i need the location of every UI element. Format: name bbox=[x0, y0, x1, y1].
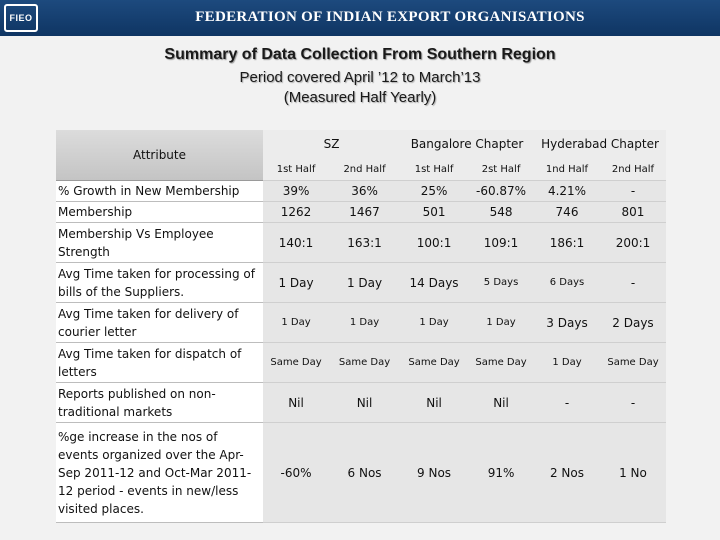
table-row bbox=[56, 423, 666, 523]
cell-value: 186:1 bbox=[534, 223, 600, 263]
cell-value: 109:1 bbox=[468, 223, 534, 263]
cell-value: 801 bbox=[600, 202, 666, 223]
cell-value: -60% bbox=[263, 423, 329, 523]
table-row bbox=[56, 263, 666, 303]
cell-value: 1 Day bbox=[534, 343, 600, 383]
cell-value: 39% bbox=[263, 181, 329, 202]
cell-value: 25% bbox=[400, 181, 468, 202]
cell-value: Same Day bbox=[329, 343, 400, 383]
row-label: Reports published on non-traditional markets bbox=[56, 383, 263, 423]
cell-value: 1 Day bbox=[263, 303, 329, 343]
cell-value: 1 Day bbox=[329, 303, 400, 343]
cell-value: 91% bbox=[468, 423, 534, 523]
cell-value: Nil bbox=[263, 383, 329, 423]
row-label: Avg Time taken for delivery of courier letter bbox=[56, 303, 263, 343]
sub-header: 1nd Half bbox=[534, 158, 600, 181]
table-row bbox=[56, 383, 666, 423]
cell-value: Same Day bbox=[263, 343, 329, 383]
fieo-logo: FIEO bbox=[4, 4, 38, 32]
group-header-sz: SZ bbox=[263, 130, 400, 158]
row-label: % Growth in New Membership bbox=[56, 181, 263, 202]
cell-value: Same Day bbox=[600, 343, 666, 383]
cell-value: Nil bbox=[329, 383, 400, 423]
cell-value: 2 Days bbox=[600, 303, 666, 343]
sub-header: 2nd Half bbox=[600, 158, 666, 181]
header-bar bbox=[0, 0, 720, 36]
cell-value: Nil bbox=[400, 383, 468, 423]
cell-value: 9 Nos bbox=[400, 423, 468, 523]
cell-value: Nil bbox=[468, 383, 534, 423]
cell-value: Same Day bbox=[400, 343, 468, 383]
cell-value: 1262 bbox=[263, 202, 329, 223]
row-label: %ge increase in the nos of events organized over the Apr-Sep 2011-12 and Oct-Mar 2011-12 period - events in new/less visited places. bbox=[56, 423, 263, 523]
cell-value: 6 Days bbox=[534, 263, 600, 303]
slide-title: Summary of Data Collection From Southern Region bbox=[164, 46, 556, 63]
period-subtitle: Period covered April ’12 to March’13 bbox=[239, 69, 481, 86]
table-row bbox=[56, 223, 666, 263]
cell-value: 501 bbox=[400, 202, 468, 223]
table-row bbox=[56, 343, 666, 383]
cell-value: 548 bbox=[468, 202, 534, 223]
cell-value: 6 Nos bbox=[329, 423, 400, 523]
table-row bbox=[56, 181, 666, 202]
group-header-row bbox=[56, 130, 666, 158]
row-label: Membership Vs Employee Strength bbox=[56, 223, 263, 263]
cell-value: 140:1 bbox=[263, 223, 329, 263]
sub-header: 2nd Half bbox=[329, 158, 400, 181]
cell-value: Same Day bbox=[468, 343, 534, 383]
sub-header: 1st Half bbox=[400, 158, 468, 181]
cell-value: - bbox=[600, 181, 666, 202]
cell-value: 746 bbox=[534, 202, 600, 223]
cell-value: 1 Day bbox=[468, 303, 534, 343]
cell-value: 1 Day bbox=[400, 303, 468, 343]
cell-value: 1 Day bbox=[263, 263, 329, 303]
cell-value: 1 No bbox=[600, 423, 666, 523]
cell-value: 163:1 bbox=[329, 223, 400, 263]
cell-value: 1 Day bbox=[329, 263, 400, 303]
group-header-bangalore: Bangalore Chapter bbox=[400, 130, 534, 158]
group-header-hyderabad: Hyderabad Chapter bbox=[534, 130, 666, 158]
cell-value: 200:1 bbox=[600, 223, 666, 263]
measurement-note: (Measured Half Yearly) bbox=[283, 89, 437, 106]
table-row bbox=[56, 202, 666, 223]
sub-header: 2st Half bbox=[468, 158, 534, 181]
cell-value: 14 Days bbox=[400, 263, 468, 303]
cell-value: 100:1 bbox=[400, 223, 468, 263]
cell-value: 36% bbox=[329, 181, 400, 202]
row-label: Avg Time taken for processing of bills of the Suppliers. bbox=[56, 263, 263, 303]
attribute-header: Attribute bbox=[56, 130, 263, 181]
cell-value: -60.87% bbox=[468, 181, 534, 202]
organisation-title: FEDERATION OF INDIAN EXPORT ORGANISATIONS bbox=[195, 9, 585, 25]
cell-value: - bbox=[600, 263, 666, 303]
cell-value: 4.21% bbox=[534, 181, 600, 202]
row-label: Avg Time taken for dispatch of letters bbox=[56, 343, 263, 383]
summary-table bbox=[56, 130, 666, 523]
cell-value: - bbox=[600, 383, 666, 423]
cell-value: 5 Days bbox=[468, 263, 534, 303]
cell-value: 1467 bbox=[329, 202, 400, 223]
cell-value: - bbox=[534, 383, 600, 423]
row-label: Membership bbox=[56, 202, 263, 223]
cell-value: 2 Nos bbox=[534, 423, 600, 523]
sub-header: 1st Half bbox=[263, 158, 329, 181]
cell-value: 3 Days bbox=[534, 303, 600, 343]
table-row bbox=[56, 303, 666, 343]
summary-table-wrapper bbox=[56, 130, 666, 523]
